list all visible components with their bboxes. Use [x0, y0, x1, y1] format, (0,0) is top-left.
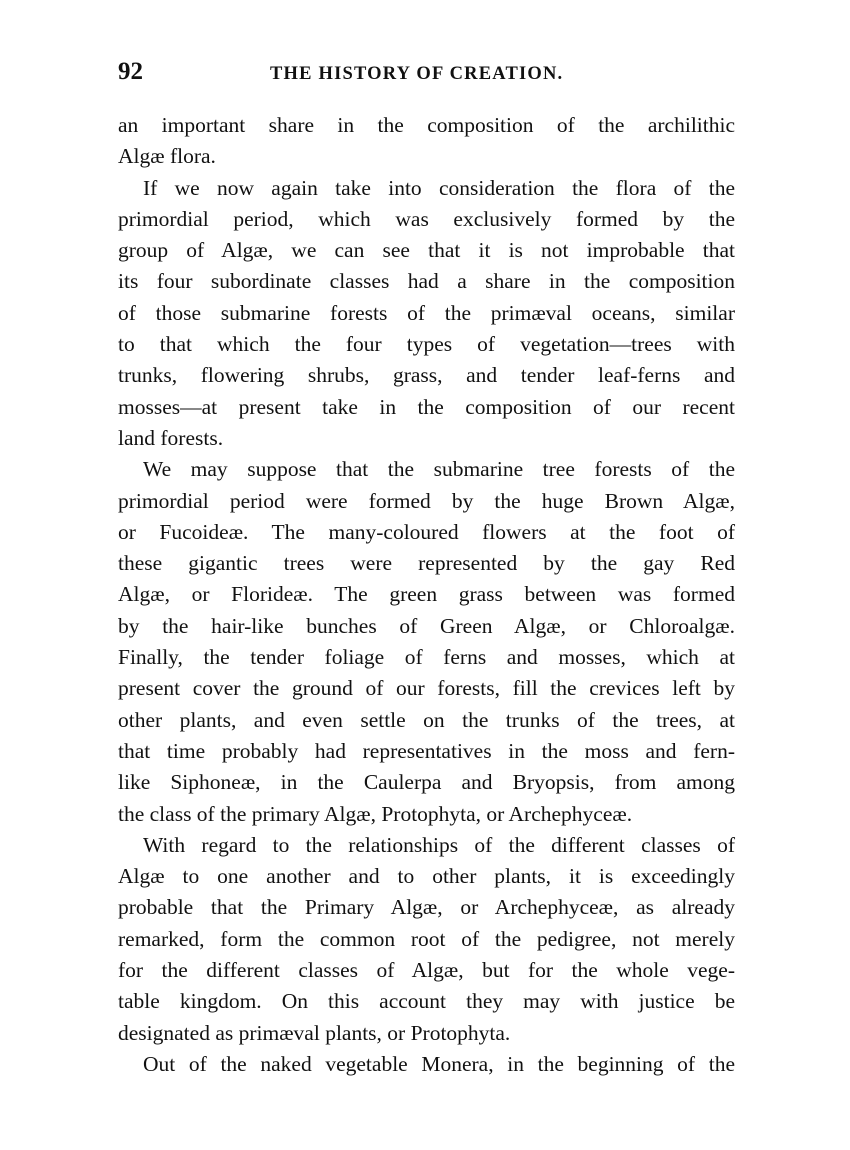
text-line: by the hair-like bunches of Green Algæ, or Chloroalgæ.: [118, 613, 735, 638]
text-line: or Fucoideæ. The many-coloured flowers at the foot of: [118, 519, 735, 544]
paragraph: [118, 173, 735, 455]
text-line: land forests.: [118, 425, 224, 450]
text-line: table kingdom. On this account they may with justice be: [118, 989, 735, 1014]
running-head: [118, 56, 735, 92]
text-line: If we now again take into consideration the flora of the: [143, 175, 735, 200]
text-line: Finally, the tender foliage of ferns and mosses, which at: [118, 645, 735, 670]
text-line: its four subordinate classes had a share in the composition: [118, 269, 735, 294]
text-line: Algæ to one another and to other plants, it is exceedingly: [118, 864, 735, 889]
text-line: probable that the Primary Algæ, or Archephyceæ, as already: [118, 895, 735, 920]
text-line: designated as primæval plants, or Protophyta.: [118, 1020, 511, 1045]
paragraph: [118, 830, 735, 1049]
text-line: primordial period were formed by the huge Brown Algæ,: [118, 488, 735, 513]
text-line: Out of the naked vegetable Monera, in the beginning of the: [143, 1051, 735, 1076]
text-line: other plants, and even settle on the trunks of the trees, at: [118, 707, 735, 732]
text-line: an important share in the composition of the archilithic: [118, 113, 735, 137]
paragraph: [118, 1049, 735, 1080]
text-line: to that which the four types of vegetation—trees with: [118, 332, 735, 357]
text-line: With regard to the relationships of the different classes of: [143, 832, 735, 857]
text-line: like Siphoneæ, in the Caulerpa and Bryopsis, from among: [118, 770, 735, 795]
text-line: Algæ, or Florideæ. The green grass between was formed: [118, 582, 735, 607]
text-line: mosses—at present take in the composition of our recent: [118, 394, 735, 419]
page-number: 92: [118, 58, 143, 85]
text-line: for the different classes of Algæ, but for the whole vege-: [118, 958, 735, 983]
text-line: trunks, flowering shrubs, grass, and tender leaf-ferns and: [118, 363, 735, 388]
text-line: of those submarine forests of the primæval oceans, similar: [118, 300, 735, 325]
paragraph: [118, 110, 735, 173]
text-line: Algæ flora.: [118, 144, 216, 169]
body-text: [118, 110, 735, 1080]
running-title: THE HISTORY OF CREATION.: [270, 64, 564, 84]
text-line: that time probably had representatives in the moss and fern-: [118, 738, 735, 763]
text-line: the class of the primary Algæ, Protophyta, or Archephyceæ.: [118, 801, 633, 826]
text-line: these gigantic trees were represented by the gay Red: [118, 551, 735, 576]
paragraph: [118, 454, 735, 830]
text-line: We may suppose that the submarine tree forests of the: [143, 457, 735, 482]
text-line: remarked, form the common root of the pedigree, not merely: [118, 926, 735, 951]
text-line: present cover the ground of our forests, fill the crevices left by: [118, 676, 735, 701]
text-line: group of Algæ, we can see that it is not improbable that: [118, 238, 735, 263]
text-line: primordial period, which was exclusively formed by the: [118, 206, 735, 231]
